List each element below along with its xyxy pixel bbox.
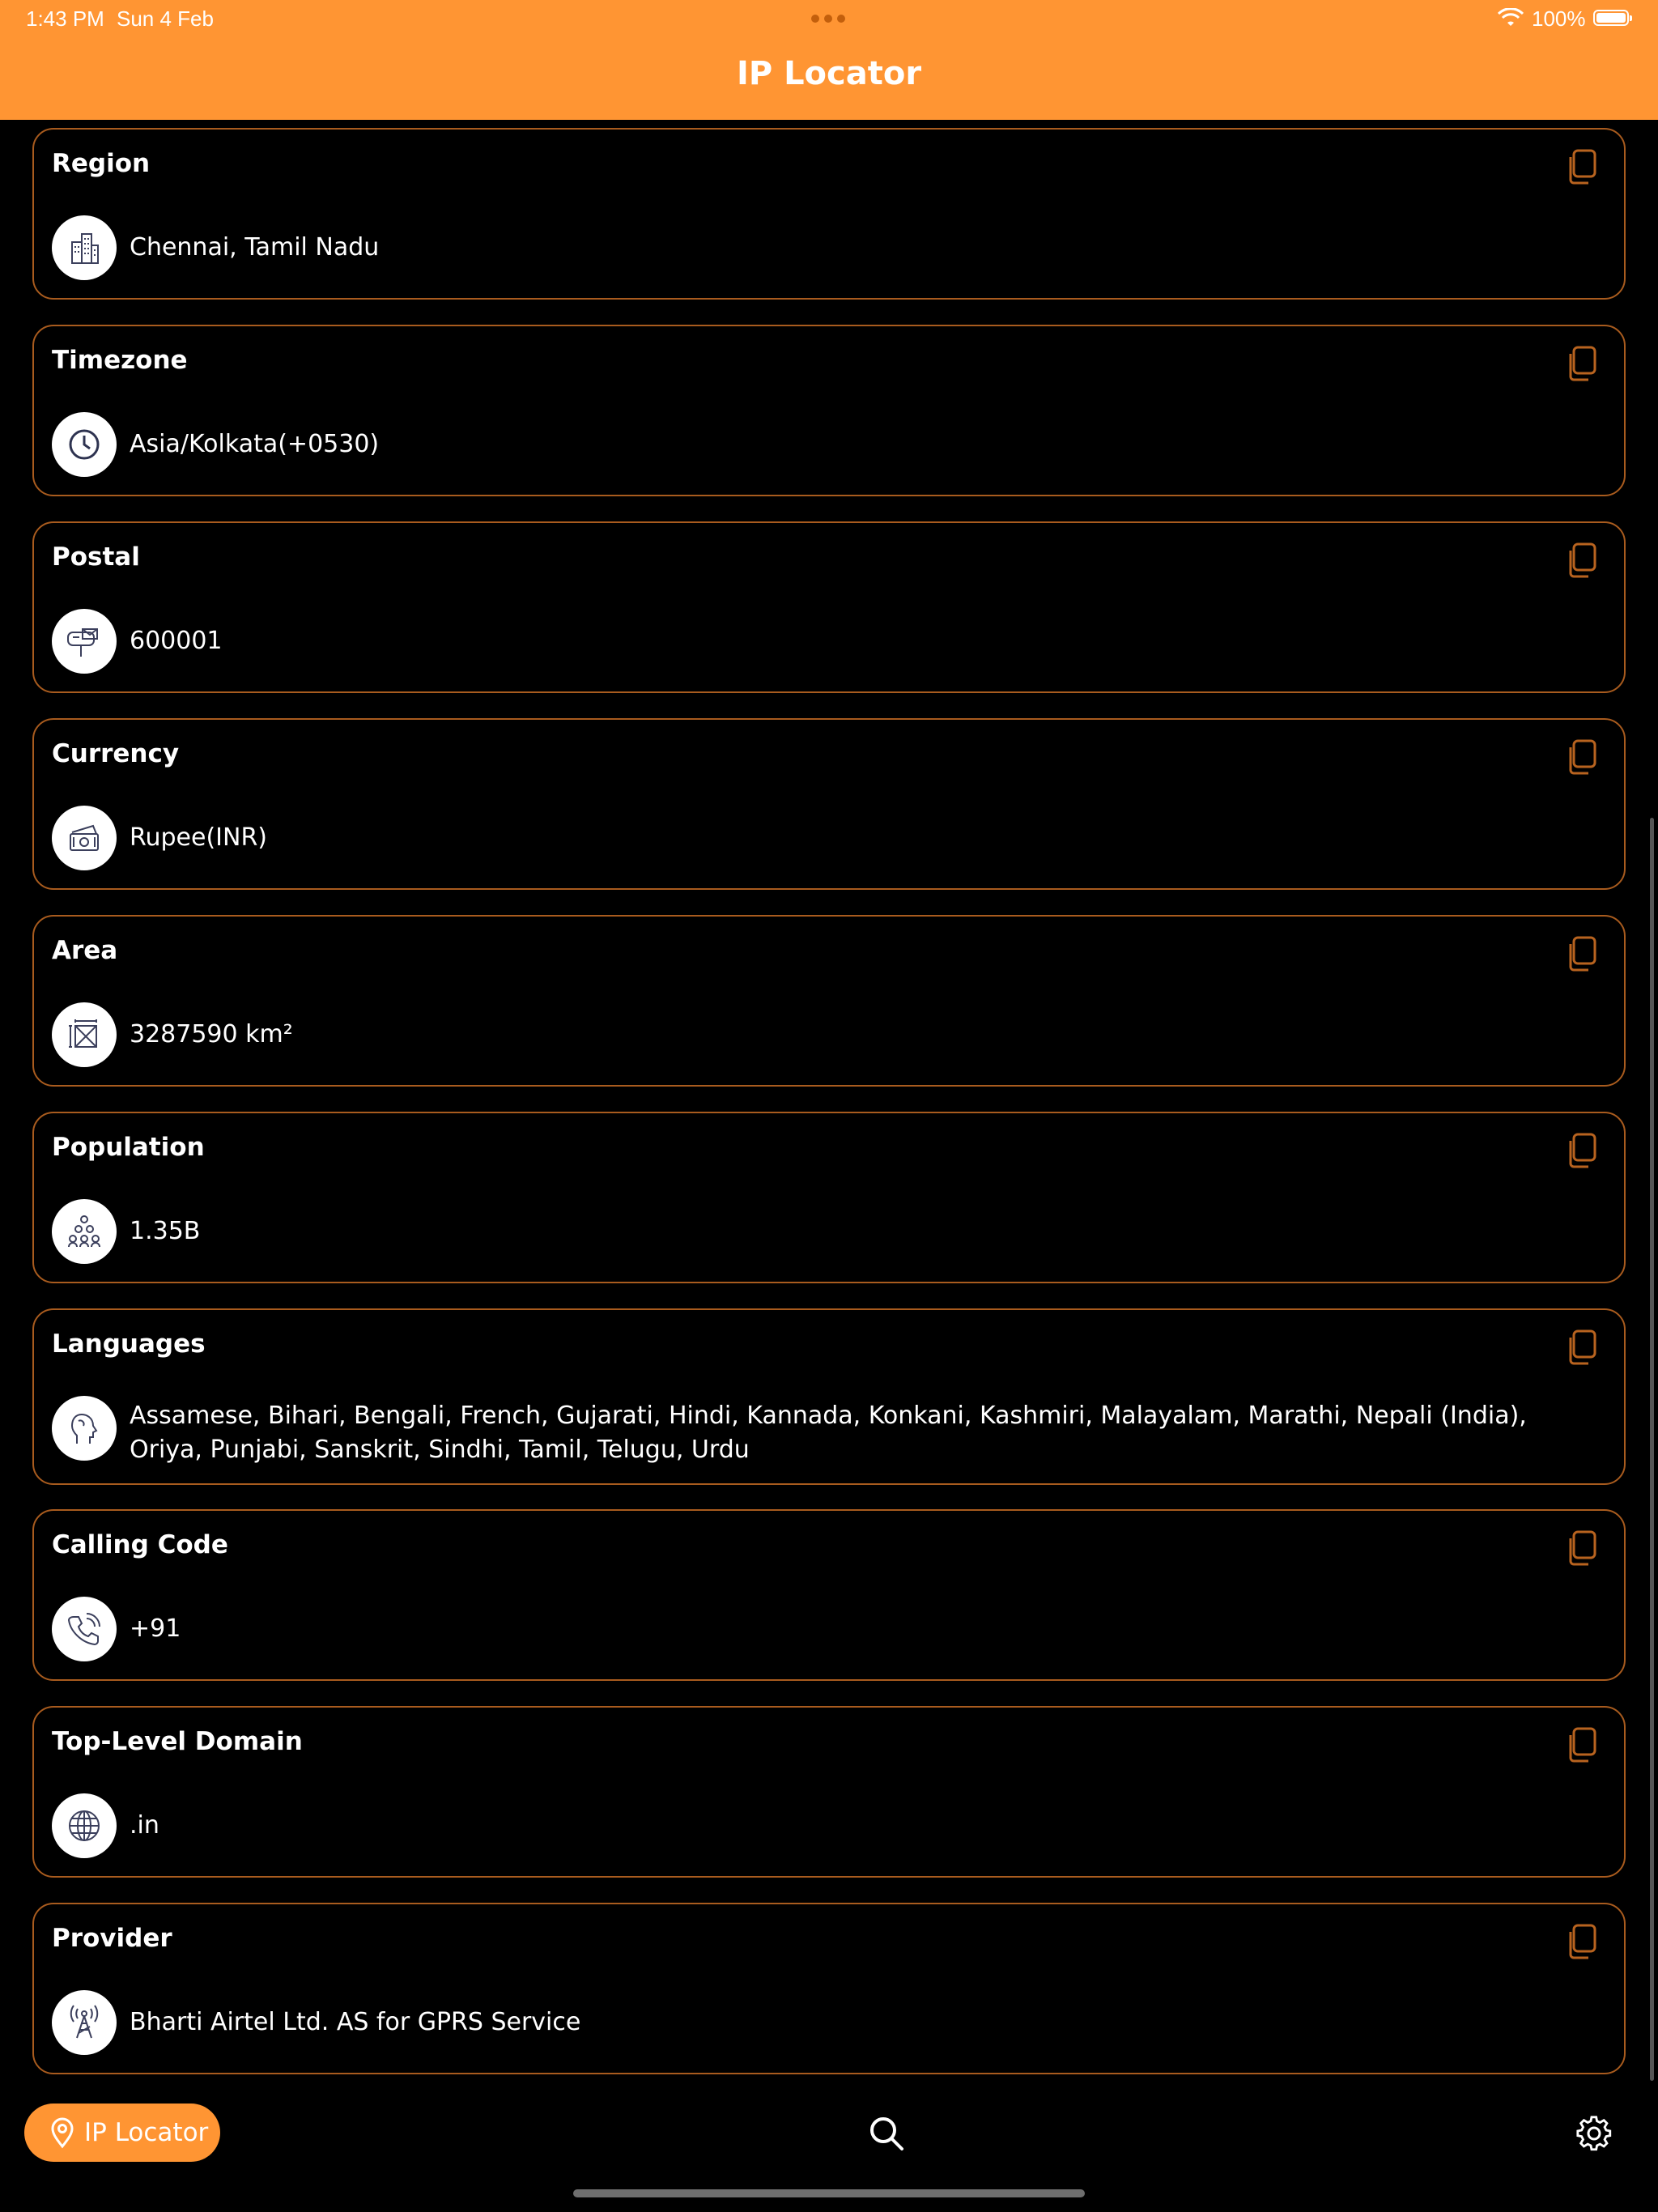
multitasking-dots[interactable] bbox=[811, 15, 845, 23]
card-title: Population bbox=[52, 1133, 205, 1162]
status-time: 1:43 PM bbox=[26, 6, 104, 31]
card-value: Asia/Kolkata(+0530) bbox=[130, 430, 380, 458]
clock-icon bbox=[52, 412, 117, 477]
search-icon[interactable] bbox=[868, 2115, 905, 2152]
card-value: 3287590 km² bbox=[130, 1020, 293, 1049]
card-value: +91 bbox=[130, 1614, 181, 1643]
battery-percentage: 100% bbox=[1532, 6, 1586, 31]
info-card-population bbox=[32, 1112, 1626, 1283]
home-indicator[interactable] bbox=[573, 2189, 1085, 2197]
card-title: Region bbox=[52, 149, 151, 178]
buildings-icon bbox=[52, 215, 117, 280]
copy-icon[interactable] bbox=[1564, 1922, 1600, 1961]
copy-icon[interactable] bbox=[1564, 738, 1600, 776]
card-title: Postal bbox=[52, 542, 140, 572]
app-header bbox=[0, 0, 1658, 120]
wifi-icon bbox=[1498, 8, 1524, 28]
card-title: Provider bbox=[52, 1924, 172, 1953]
card-title: Calling Code bbox=[52, 1530, 228, 1559]
copy-icon[interactable] bbox=[1564, 541, 1600, 580]
copy-icon[interactable] bbox=[1564, 1328, 1600, 1367]
card-value: Bharti Airtel Ltd. AS for GPRS Service bbox=[130, 2008, 581, 2036]
card-value: 600001 bbox=[130, 627, 223, 655]
tab-ip-locator-label: IP Locator bbox=[84, 2118, 209, 2147]
head-speaking-icon bbox=[52, 1396, 117, 1461]
tab-ip-locator[interactable] bbox=[24, 2104, 220, 2162]
population-icon bbox=[52, 1199, 117, 1264]
info-card-calling-code bbox=[32, 1509, 1626, 1681]
card-title: Area bbox=[52, 936, 118, 965]
info-card-area bbox=[32, 915, 1626, 1087]
status-date: Sun 4 Feb bbox=[117, 6, 214, 31]
card-value: 1.35B bbox=[130, 1217, 201, 1245]
copy-icon[interactable] bbox=[1564, 147, 1600, 186]
location-pin-icon bbox=[49, 2116, 76, 2149]
copy-icon[interactable] bbox=[1564, 1529, 1600, 1568]
card-value: Rupee(INR) bbox=[130, 823, 268, 852]
info-card-top-level-domain bbox=[32, 1706, 1626, 1878]
card-value: Assamese, Bihari, Bengali, French, Gujarati, Hindi, Kannada, Konkani, Kashmiri, Malayalam, Marathi, Nepali (India), Oriya, Punjabi, Sanskrit, Sindhi, Tamil, Telugu, Urdu bbox=[130, 1402, 1527, 1464]
copy-icon[interactable] bbox=[1564, 1725, 1600, 1764]
area-icon bbox=[52, 1002, 117, 1067]
card-title: Timezone bbox=[52, 346, 188, 375]
card-value: Chennai, Tamil Nadu bbox=[130, 233, 380, 262]
globe-icon bbox=[52, 1793, 117, 1858]
info-card-timezone bbox=[32, 325, 1626, 496]
card-title: Languages bbox=[52, 1329, 206, 1359]
info-card-provider bbox=[32, 1903, 1626, 2074]
scrollbar[interactable] bbox=[1650, 818, 1654, 2081]
battery-icon bbox=[1593, 10, 1629, 26]
info-card-postal bbox=[32, 521, 1626, 693]
info-card-languages bbox=[32, 1308, 1626, 1485]
gear-icon[interactable] bbox=[1575, 2115, 1613, 2152]
card-title: Top-Level Domain bbox=[52, 1727, 303, 1756]
phone-icon bbox=[52, 1597, 117, 1661]
info-card-currency bbox=[32, 718, 1626, 890]
antenna-tower-icon bbox=[52, 1990, 117, 2055]
page-title: IP Locator bbox=[736, 55, 922, 92]
mailbox-icon bbox=[52, 609, 117, 674]
copy-icon[interactable] bbox=[1564, 344, 1600, 383]
info-card-region bbox=[32, 128, 1626, 300]
money-icon bbox=[52, 806, 117, 870]
copy-icon[interactable] bbox=[1564, 1131, 1600, 1170]
card-value: .in bbox=[130, 1811, 159, 1840]
card-title: Currency bbox=[52, 739, 180, 768]
copy-icon[interactable] bbox=[1564, 934, 1600, 973]
